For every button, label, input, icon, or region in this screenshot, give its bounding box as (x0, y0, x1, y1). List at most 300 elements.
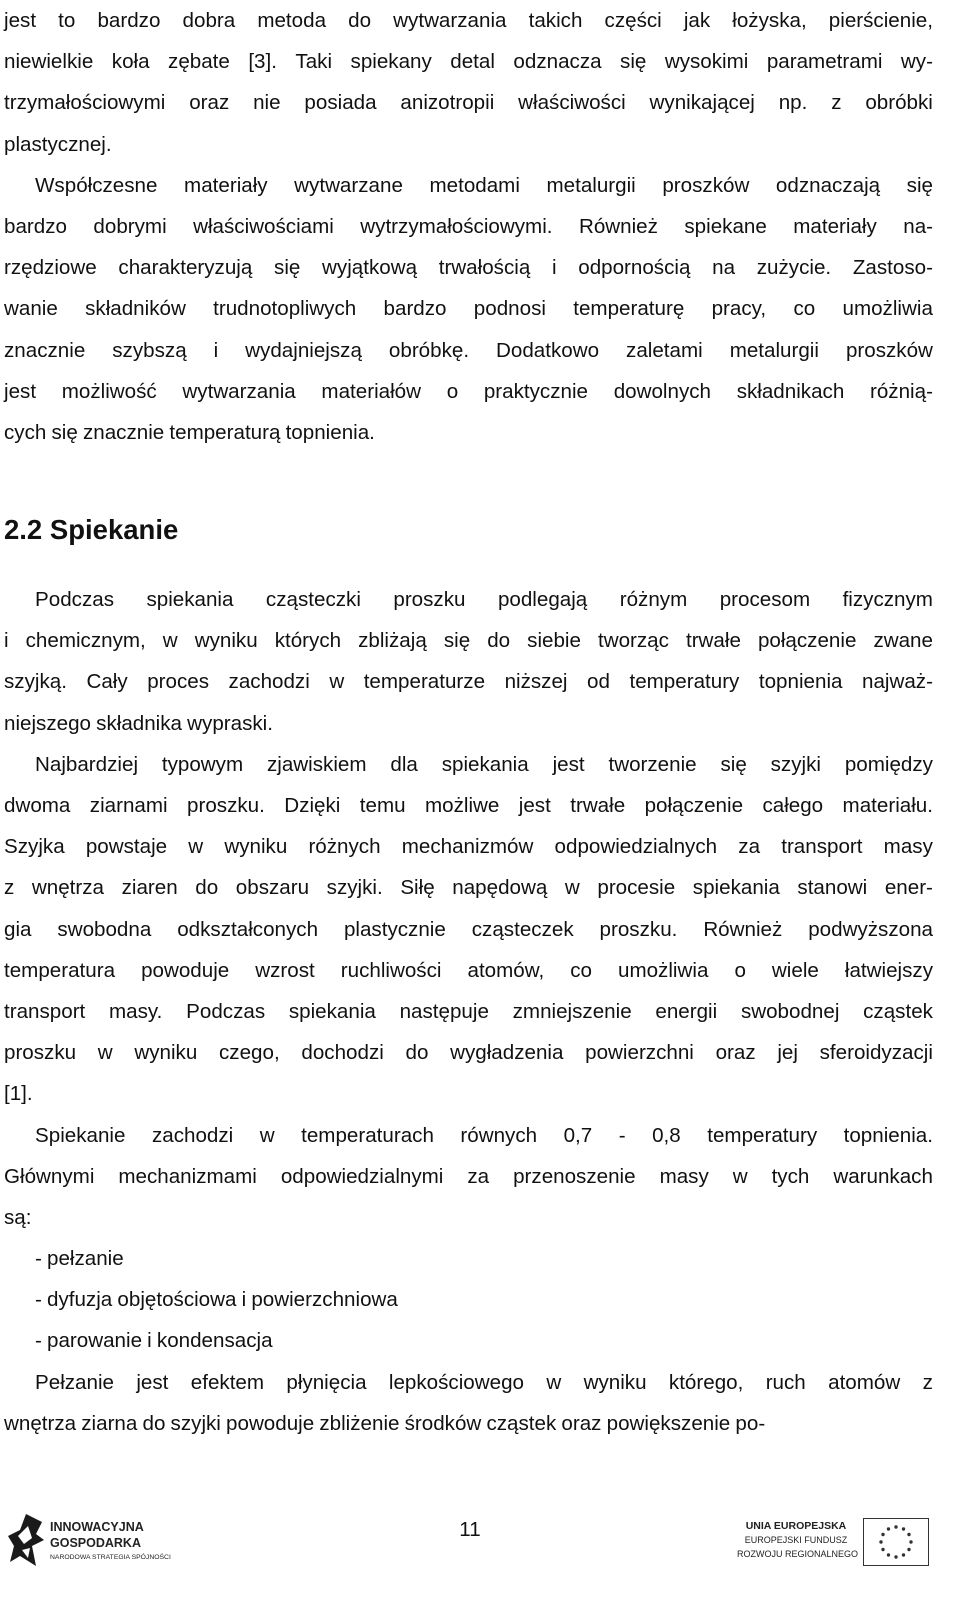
eu-fund-logo (737, 1518, 937, 1570)
word: do (348, 9, 372, 32)
word: jest (4, 9, 37, 32)
word: wynikającej (649, 91, 755, 115)
word: tworząc (597, 629, 669, 653)
page-number: 11 (459, 1518, 481, 1541)
word: wnętrza (31, 876, 104, 900)
word: charakteryzują (118, 256, 253, 280)
word: detal (450, 50, 495, 74)
word: do (487, 629, 511, 653)
word: atomów (828, 1370, 901, 1394)
word: Pełzanie (35, 1370, 114, 1394)
word: odpowiedzialnych (554, 835, 718, 859)
word: znacznie (4, 338, 86, 362)
word: z (831, 91, 842, 115)
word: części (604, 9, 662, 32)
text-line (4, 41, 933, 82)
word: to (58, 9, 76, 32)
word: w (564, 876, 580, 900)
word: czego, (219, 1041, 280, 1065)
paragraph (4, 579, 933, 744)
word: metoda (257, 9, 327, 32)
word: metalurgii (729, 338, 819, 362)
paragraph (4, 1115, 933, 1239)
text-line (4, 1032, 933, 1073)
word: bardzo (4, 214, 67, 238)
word: napędową (452, 876, 548, 900)
word: ener- (884, 876, 933, 900)
word: gia (4, 917, 32, 941)
list-item (4, 1320, 933, 1361)
word: za (467, 1164, 490, 1188)
word: 0,8 (652, 1123, 681, 1147)
word: się (906, 173, 933, 197)
list-item (4, 1238, 933, 1279)
word: swobodnej (740, 999, 840, 1023)
word: dla (390, 752, 418, 776)
section-heading: 2.2 Spiekanie (4, 514, 179, 546)
paragraph (4, 165, 933, 453)
word: oraz (715, 1041, 756, 1065)
word: odznacza (513, 50, 602, 74)
word: chemicznym, (25, 629, 146, 653)
word: materiału. (842, 794, 933, 817)
word: o (446, 379, 459, 403)
word: z (4, 876, 15, 900)
section-spacer (4, 453, 933, 501)
word: wyniku (194, 629, 258, 653)
word: obróbki (865, 91, 933, 115)
word: szyjką. (4, 670, 67, 694)
word: znacznie (82, 420, 165, 444)
word: powierzchni (585, 1041, 694, 1065)
text-line (4, 867, 933, 908)
word: umożliwia (842, 297, 933, 321)
word: możliwe (424, 794, 500, 817)
word: cząstek (486, 1411, 557, 1435)
word: wyniku (224, 835, 288, 859)
word: 0,7 (563, 1123, 593, 1147)
word: jest (552, 752, 585, 776)
eu-star-icon (909, 1540, 912, 1543)
word: cych (4, 420, 47, 444)
text-line (4, 620, 933, 661)
word: metalurgii (546, 173, 636, 197)
word: - (618, 1123, 626, 1147)
word: powiększenie (606, 1411, 731, 1435)
heading-spacer (4, 559, 933, 579)
word: temperatura (4, 958, 116, 982)
text-line (4, 371, 933, 412)
word: trwałe (570, 794, 626, 817)
innowacyjna-gospodarka-logo (6, 1512, 176, 1570)
word: transport (4, 999, 86, 1023)
word: Głównymi (4, 1164, 95, 1188)
word: całego (762, 794, 824, 817)
word: Cały (86, 670, 128, 694)
word: właściwościami (193, 214, 334, 238)
word: jak (683, 9, 711, 32)
text-line (4, 579, 933, 620)
bullet-list (4, 1238, 933, 1362)
text-line (4, 206, 933, 247)
word: wysokimi (664, 50, 749, 74)
word: dyfuzja (47, 1288, 113, 1312)
list-item (4, 1279, 933, 1320)
word: w (259, 1123, 275, 1147)
text-line (4, 991, 933, 1032)
word: bardzo (383, 297, 447, 321)
word: połączenie (757, 629, 857, 653)
word: pracy, (711, 297, 767, 321)
word: łożyska, (732, 9, 807, 32)
eu-star-icon (881, 1533, 884, 1536)
word: takich (528, 9, 583, 32)
word: temperatury (629, 670, 740, 694)
word: Współczesne (35, 173, 158, 197)
word: masy (883, 835, 933, 859)
word: w (546, 1370, 562, 1394)
word: wytwarzania (182, 379, 296, 403)
text-line (4, 412, 933, 453)
word: możliwość (61, 379, 157, 403)
word: zbliżenie (319, 1411, 400, 1435)
word: w (732, 1164, 748, 1188)
page-footer (0, 1508, 960, 1610)
word: umożliwia (618, 958, 709, 982)
text-line (4, 82, 933, 123)
word: szybszą (112, 338, 187, 362)
word: efektem (190, 1370, 265, 1394)
word: na- (903, 214, 933, 238)
text-line (4, 703, 933, 744)
word: wyniku (583, 1370, 647, 1394)
word: masy (659, 1164, 709, 1188)
word: właściwości (518, 91, 626, 115)
word: połączenie (644, 794, 744, 817)
word: przenoszenie (513, 1164, 636, 1188)
word: obszaru (235, 876, 310, 900)
word: parowanie (47, 1329, 143, 1353)
word: wytwarzane (294, 173, 403, 197)
word: wytrzymałościowymi. (360, 214, 553, 238)
innovation-emblem-icon (6, 1512, 46, 1568)
word: powstaje (85, 835, 168, 859)
paragraph (4, 0, 933, 165)
word: po- (735, 1411, 766, 1435)
word: wydajniejszą (245, 338, 362, 362)
word: szyjki (170, 1411, 221, 1435)
word: bardzo (97, 9, 161, 32)
word: powierzchniowa (251, 1288, 398, 1312)
word: trwałe (685, 629, 741, 653)
word: Zastoso- (852, 256, 933, 280)
word: atomów, (467, 958, 545, 982)
text-line (4, 1115, 933, 1156)
word: co (793, 297, 816, 321)
word: podnosi (473, 297, 546, 321)
word: niższej (504, 670, 568, 694)
word: szyjki (770, 752, 821, 776)
word: tworzenie (608, 752, 697, 776)
word: Spiekanie (35, 1123, 126, 1147)
word: powoduje (141, 958, 230, 982)
word: rzędziowe (4, 256, 97, 280)
word: wnętrza (4, 1411, 77, 1435)
logo-right-line3: ROZWOJU REGIONALNEGO (737, 1549, 859, 1559)
word: trudnotopliwych (213, 297, 357, 321)
word: w (329, 670, 345, 694)
word: w (97, 1041, 113, 1065)
word: plastycznie (343, 917, 446, 941)
word: się (720, 752, 747, 776)
word: wygładzenia (450, 1041, 564, 1065)
word: stanowi (797, 876, 868, 900)
word: posiada (304, 91, 377, 115)
word: mechanizmami (118, 1164, 257, 1188)
eu-star-icon (902, 1527, 905, 1530)
word: trzymałościowymi (4, 91, 166, 115)
word: pomiędzy (844, 752, 933, 776)
eu-star-icon (887, 1553, 890, 1556)
word: topnienia. (285, 420, 375, 444)
text-line (4, 1197, 933, 1238)
text-line (4, 909, 933, 950)
word: dwoma (4, 794, 71, 817)
word: materiały (793, 214, 877, 238)
word: swobodna (57, 917, 152, 941)
word: mechanizmów (401, 835, 534, 859)
word: Również (703, 917, 783, 941)
word: zaletami (626, 338, 703, 362)
text-line (4, 661, 933, 702)
word: składników (85, 297, 186, 321)
word: ziarnami (89, 794, 168, 817)
word: materiały (184, 173, 268, 197)
word: Dodatkowo (496, 338, 600, 362)
word: składnika (96, 711, 183, 735)
eu-star-icon (894, 1525, 897, 1528)
word: warunkach (833, 1164, 933, 1188)
word: zużycie. (756, 256, 832, 280)
word: najważ- (861, 670, 933, 694)
word: transport (781, 835, 863, 859)
word: na (712, 256, 736, 280)
word: różnych (308, 835, 381, 859)
word: temperaturach (301, 1123, 434, 1147)
word: Szyjka (4, 835, 65, 859)
word: których (274, 629, 342, 653)
word: wiele (771, 958, 819, 982)
text-line (4, 1403, 933, 1444)
word: Taki (295, 50, 333, 74)
paragraph (4, 1362, 933, 1444)
word: lepkościowego (388, 1370, 524, 1394)
word: wyjątkową (322, 256, 418, 280)
word: równych (460, 1123, 538, 1147)
word: proszku. (599, 917, 678, 941)
word: odpornością (578, 256, 691, 280)
eu-star-icon (894, 1555, 897, 1558)
word: ziaren (121, 876, 178, 900)
eu-star-icon (879, 1540, 882, 1543)
word: jest (4, 379, 37, 403)
word: topnienia (758, 670, 843, 694)
word: - (35, 1288, 42, 1312)
page-body (4, 0, 933, 1444)
word: pełzanie (47, 1247, 124, 1271)
word: są: (4, 1205, 32, 1229)
word: siebie (527, 629, 581, 653)
word: spiekania (288, 999, 376, 1023)
word: proces (147, 670, 209, 694)
text-line (4, 826, 933, 867)
word: tych (771, 1164, 810, 1188)
word: proszku (393, 588, 466, 612)
word: do (195, 876, 219, 900)
word: zachodzi (228, 670, 310, 694)
text-line (4, 165, 933, 206)
word: odpowiedzialnymi (280, 1164, 444, 1188)
word: niejszego (4, 711, 92, 735)
word: plastycznej. (4, 132, 112, 156)
word: wytwarzania (393, 9, 507, 32)
word: którego, (668, 1370, 744, 1394)
word: praktycznie (483, 379, 588, 403)
word: i (213, 338, 219, 362)
word: dobrymi (93, 214, 167, 238)
word: w (188, 835, 204, 859)
word: odkształconych (177, 917, 319, 941)
word: za (738, 835, 761, 859)
eu-star-icon (907, 1548, 910, 1551)
word: się (443, 629, 471, 653)
word: niewielkie (4, 50, 94, 74)
word: procesie (597, 876, 676, 900)
word: metodami (429, 173, 520, 197)
word: jest (518, 794, 551, 817)
eu-star-icon (881, 1548, 884, 1551)
logo-right-line1: UNIA EUROPEJSKA (745, 1520, 847, 1532)
word: ruchliwości (340, 958, 442, 982)
paragraph (4, 744, 933, 1115)
word: kondensacja (156, 1329, 273, 1353)
word: dowolnych (613, 379, 711, 403)
word: i (241, 1288, 247, 1312)
word: zmniejszenie (512, 999, 632, 1023)
word: się (51, 420, 78, 444)
word: fizycznym (842, 588, 933, 612)
word: w (162, 629, 178, 653)
word: do (142, 1411, 166, 1435)
text-line (4, 785, 933, 826)
word: proszków (845, 338, 933, 362)
word: i (4, 629, 9, 653)
text-line (4, 744, 933, 785)
word: różnią- (869, 379, 933, 403)
word: temperaturze (363, 670, 486, 694)
logo-left-line3: NARODOWA STRATEGIA SPÓJNOŚCI (50, 1554, 171, 1561)
text-line (4, 950, 933, 991)
word: - (35, 1329, 42, 1353)
word: jej (777, 1041, 798, 1065)
word: podwyższona (808, 917, 933, 941)
word: temu (359, 794, 406, 817)
word: dobra (182, 9, 236, 32)
eu-star-icon (907, 1533, 910, 1536)
word: [3]. (248, 50, 277, 74)
word: procesom (719, 588, 811, 612)
text-line (4, 247, 933, 288)
word: np. (778, 91, 808, 115)
text-line (4, 1156, 933, 1197)
text-line (4, 0, 933, 41)
word: do (405, 1041, 429, 1065)
word: temperaturę (573, 297, 685, 321)
word: wypraski. (187, 711, 273, 735)
logo-left-line2: GOSPODARKA (50, 1536, 141, 1550)
word: Również (578, 214, 658, 238)
word: odznaczają (775, 173, 881, 197)
word: spiekania (146, 588, 234, 612)
word: ruch (765, 1370, 806, 1394)
word: ziarna (81, 1411, 138, 1435)
word: o (734, 958, 746, 982)
word: od (587, 670, 610, 694)
word: sferoidyzacji (819, 1041, 933, 1065)
word: z (922, 1370, 933, 1394)
word: proszków (662, 173, 750, 197)
word: oraz (189, 91, 230, 115)
word: szyjki. (326, 876, 383, 900)
word: zachodzi (151, 1123, 234, 1147)
word: spiekania (692, 876, 780, 900)
word: proszku. (187, 794, 265, 817)
text-line (4, 288, 933, 329)
word: objętościowa (117, 1288, 237, 1312)
word: temperatury (707, 1123, 818, 1147)
word: wzrost (255, 958, 315, 982)
word: Podczas (35, 588, 114, 612)
word: oraz (561, 1411, 602, 1435)
word: zjawiskiem (266, 752, 367, 776)
word: łatwiejszy (844, 958, 933, 982)
word: trwałością (438, 256, 531, 280)
word: materiałów (321, 379, 421, 403)
word: spiekane (684, 214, 767, 238)
logo-left-line1: INNOWACYJNA (50, 1520, 144, 1534)
word: proszku (4, 1041, 77, 1065)
word: i (551, 256, 557, 280)
word: spiekania (441, 752, 529, 776)
text-line (4, 1073, 933, 1114)
word: środków (404, 1411, 482, 1435)
word: zwane (873, 629, 933, 653)
word: topnienia. (843, 1123, 933, 1147)
word: temperaturą (169, 420, 281, 444)
word: zbliżają (358, 629, 427, 653)
word: zębate (168, 50, 230, 74)
word: obróbkę. (388, 338, 470, 362)
word: anizotropii (400, 91, 495, 115)
word: dochodzi (301, 1041, 384, 1065)
word: parametrami (766, 50, 883, 74)
word: wanie (4, 297, 58, 321)
eu-star-icon (902, 1553, 905, 1556)
word: energii (655, 999, 718, 1023)
word: masy. (109, 999, 163, 1023)
word: cząstek (863, 999, 933, 1023)
word: następuje (399, 999, 489, 1023)
